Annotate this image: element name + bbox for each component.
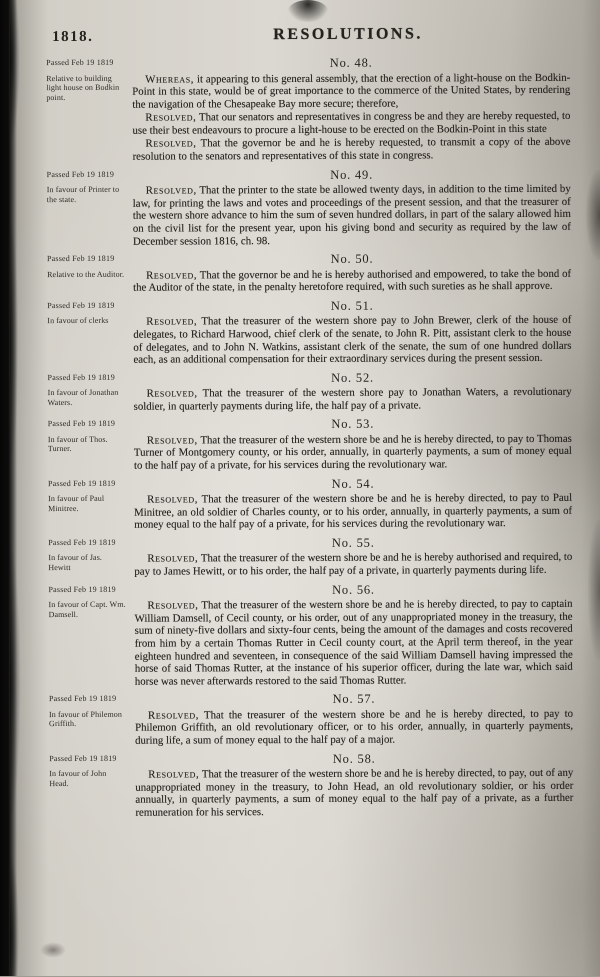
sidenote <box>18 416 134 474</box>
passed-date-label: Passed Feb 19 1819 <box>47 478 116 488</box>
page-header <box>16 23 570 55</box>
resolution-number: No. 48. <box>329 55 373 70</box>
resolution-body <box>133 296 571 368</box>
page-content <box>16 23 574 977</box>
resolution-paragraph <box>134 551 572 578</box>
paragraph-text: That the treasurer of the western shore be and he is hereby directed, to pay to Paul Minitree, an old soldier of Charles county, or to his order, annually, in quarterly payments, a sum of money equal to the half pay of a private, for his services during the revolutionary war. <box>134 491 573 532</box>
sidenote <box>17 298 133 368</box>
resolution-number: No. 55. <box>331 535 375 550</box>
paragraph-lead: Resolved, <box>147 493 199 506</box>
resolution-paragraph <box>135 598 573 688</box>
sidenote-text: In favour of Jonathan Waters. <box>47 387 119 407</box>
sidenote <box>16 55 132 165</box>
paragraph-text: it appearing to this general assembly, that the erection of a light-house on the Bodkin-Point in this state, would be of great importance to the commerce of the United States, by rendering the navigation of the Chesapeake Bay more secure; therefore, <box>132 71 571 111</box>
resolution-body <box>135 689 573 748</box>
resolution-number: No. 52. <box>331 370 374 385</box>
paragraph-text: That the treasurer of the western shore be and he is hereby directed, to pay to Thomas Turner of Montgomery county, or his order, annually, in quarterly payments, a sum of money equal to the half pay of a private, for his services during the revolutionary war. <box>133 432 572 472</box>
resolution-number: No. 49. <box>330 167 374 182</box>
resolution-paragraph <box>134 492 572 532</box>
paragraph-lead: Resolved, <box>146 269 198 282</box>
sidenote-text: In favour of Jas. Hewitt <box>48 553 103 573</box>
resolution-body <box>134 579 572 689</box>
paragraph-lead: Resolved, <box>146 387 198 400</box>
paragraph-lead: Resolved, <box>145 184 197 197</box>
stain-right-edge-lower <box>588 520 600 660</box>
resolution-section <box>17 249 571 296</box>
paragraph-text: That the treasurer of the western shore pay to John Brewer, clerk of the house of delegates, to Richard Harwood, chief clerk of the senate, to John R. Pitt, assistant clerk to the house of delegates, and to John N. Watkins, assistant clerk of the senate, the sum of one hundred dollars each, as an additional compensation for their extraordinary services during the present session. <box>133 314 572 366</box>
resolution-paragraph <box>135 708 573 748</box>
sidenote <box>19 750 135 820</box>
resolution-body <box>133 249 571 296</box>
ink-blot-top <box>288 0 328 22</box>
resolution-paragraph <box>134 386 572 413</box>
sidenote-text: In favour of Paul Minitree. <box>48 493 105 513</box>
passed-date-label: Passed Feb 19 1819 <box>48 537 116 548</box>
paragraph-lead: Resolved, <box>146 315 198 328</box>
resolution-body <box>134 533 572 580</box>
resolution-body <box>133 164 571 248</box>
sidenote-text: In favour of Capt. Wm. Damsell. <box>48 599 126 619</box>
resolution-paragraph <box>132 110 570 137</box>
sidenote <box>19 691 135 749</box>
sidenote-text: In favour of John Head. <box>49 768 107 788</box>
resolution-body <box>134 367 572 414</box>
page-title: RESOLUTIONS. <box>273 25 423 44</box>
resolution-section <box>18 414 572 474</box>
resolution-body <box>134 414 572 473</box>
passed-date-label: Passed Feb 19 1819 <box>46 57 114 68</box>
resolution-section <box>18 367 572 414</box>
resolution-section <box>16 53 570 165</box>
resolution-paragraph <box>132 71 570 111</box>
resolution-number: No. 56. <box>332 582 375 597</box>
paragraph-text: That the printer to the state be allowed twenty days, in addition to the time limited by law, for printing the laws and votes and proceedings of the present session, and that the treasurer of the western shore advance to him the sum of seven hundred dollars, in part of the salary allowed him on the civil list for the present year, upon his giving bond and security as required by the law of December session 1816, ch. 98. <box>132 182 571 248</box>
passed-date-label: Passed Feb 19 1819 <box>47 300 115 310</box>
sidenote <box>17 251 133 296</box>
resolution-body <box>135 748 573 820</box>
resolution-section <box>18 473 572 533</box>
resolution-number: No. 57. <box>332 691 376 707</box>
paragraph-lead: Whereas, <box>145 72 195 86</box>
passed-date-label: Passed Feb 19 1819 <box>46 169 115 179</box>
paragraph-text: That the treasurer of the western shore be and he is hereby directed, to pay to captain William Damsell, of Cecil county, or his order, out of any unappropriated money in the treasury, the sum of ninety-five dollars and sixty-four cents, being the amount of the damages and costs recovered from him by a certain Thomas Rutter in Cecil county court, at the April term thereof, in the year eighteen hundred and seventeen, in consequence of the said William Damsell having impressed the horse of said Thomas Rutter, at the instance of his superior officer, during the late war, which said horse was never afterwards restored to the said Thomas Rutter. <box>134 597 573 688</box>
passed-date-label: Passed Feb 19 1819 <box>47 419 116 429</box>
resolution-section <box>17 164 571 249</box>
paragraph-text: That the treasurer of the western shore pay to Jonathan Waters, a revolutionary soldier, in quarterly payments during life, the half pay of a private. <box>133 385 572 413</box>
sidenote <box>17 166 133 249</box>
sidenote <box>18 535 134 580</box>
resolution-paragraph <box>134 433 572 473</box>
paragraph-text: That the governor be and he is hereby requested, to transmit a copy of the above resolution to the senators and representatives of this state in congress. <box>132 136 571 163</box>
resolution-section <box>18 579 572 689</box>
paragraph-lead: Resolved, <box>148 768 200 781</box>
passed-date-label: Passed Feb 19 1819 <box>48 694 117 704</box>
page-year: 1818. <box>52 28 94 46</box>
paragraph-lead: Resolved, <box>146 434 198 447</box>
paragraph-text: That the treasurer of the western shore be and he is hereby directed, to pay to Philemon Griffith, an old revolutionary officer, or to his order, annually, in quarterly payments, during life, a sum of money equal to the half pay of a major. <box>135 707 574 747</box>
paragraph-text: That the governor be and he is hereby authorised and empowered, to take the bond of the Auditor of the state, in the penalty heretofore required, with such sureties as he shall approve. <box>133 267 572 294</box>
sidenote-text: In favour of clerks <box>47 316 109 326</box>
sidenote <box>18 369 134 414</box>
resolution-paragraph <box>133 267 571 294</box>
paragraph-lead: Resolved, <box>147 552 199 566</box>
paragraph-text: That our senators and representatives in congress be and they are hereby requested, to use their best endeavours to procure a light-house to be erected on the Bodkin-Point in this state <box>132 110 571 137</box>
resolution-section <box>19 748 573 820</box>
resolution-number: No. 53. <box>331 417 375 432</box>
resolution-body <box>134 473 572 532</box>
sidenote-text: Relative to the Auditor. <box>47 269 125 279</box>
paragraph-text: That the treasurer of the western shore be and he is hereby directed, to pay, out of any unappropriated money in the treasury, to John Head, an old revolutionary soldier, or his order annually, in quarterly payments, a sum of money equal to the half pay of a private, as a further remuneration for his services. <box>135 766 574 819</box>
resolution-body <box>132 53 570 165</box>
passed-date-label: Passed Feb 19 1819 <box>47 372 115 382</box>
sidenote <box>18 581 134 689</box>
resolution-number: No. 58. <box>332 751 376 766</box>
passed-date-label: Passed Feb 19 1819 <box>48 584 116 594</box>
resolution-paragraph <box>132 136 570 163</box>
resolution-section <box>19 689 573 749</box>
paragraph-lead: Resolved, <box>145 111 197 124</box>
paragraph-text: That the treasurer of the western shore be and he is hereby authorised and required, to pay to James Hewitt, or to his order, the half pay of a private, in quarterly payments during life. <box>134 551 573 578</box>
resolution-paragraph <box>135 767 573 819</box>
paragraph-lead: Resolved, <box>147 709 200 722</box>
stain-right-edge-upper <box>586 170 600 260</box>
resolution-section <box>17 296 571 368</box>
passed-date-label: Passed Feb 19 1819 <box>49 753 117 763</box>
sidenote-text: In favour of Printer to the state. <box>46 184 120 204</box>
resolution-number: No. 50. <box>330 251 374 266</box>
paragraph-lead: Resolved, <box>145 137 197 151</box>
resolution-paragraph <box>133 183 571 248</box>
resolution-section <box>18 533 572 580</box>
paragraph-lead: Resolved, <box>147 599 199 612</box>
passed-date-label: Passed Feb 19 1819 <box>47 253 115 264</box>
sidenote <box>18 475 134 533</box>
sidenote-text: In favour of Thos. Turner. <box>47 434 108 454</box>
sidenote-text: Relative to building light house on Bodkin point. <box>46 73 120 102</box>
resolution-paragraph <box>133 314 571 366</box>
resolutions-list <box>16 53 573 821</box>
sidenote-text: In favour of Philemon Griffith. <box>48 709 123 729</box>
resolution-number: No. 54. <box>331 476 375 491</box>
resolution-number: No. 51. <box>330 298 374 313</box>
